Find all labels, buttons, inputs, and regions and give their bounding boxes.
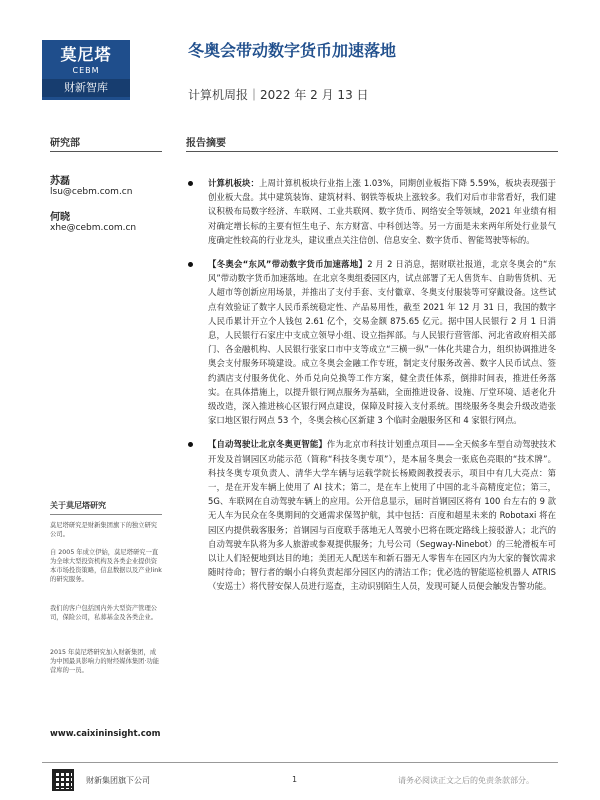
main-divider <box>186 151 558 152</box>
author-card <box>50 208 136 233</box>
logo-cn: 莫尼塔 <box>60 45 112 64</box>
report-summary <box>186 176 556 604</box>
paragraph-text: 上周计算机板块行业指上涨 1.03%，同期创业板指下降 5.59%，板块表现强于创业板大盘。其中建筑装饰、建筑材料、钢铁等板块上涨较多。我们对后市非常看好，我们建议积极布局数字经济、车联网、工业共联网、数字货币、网络安全等领域，2021 年业绩有相对确定增长标的主要有恒生电子、东方财富、中科创达等。另一方面是未来两年所处行业景气度确定性较高的行业龙头，建议重点关注信创、信息安全、数字货币、智能驾驶等标的。 <box>208 178 556 245</box>
page-title: 冬奥会带动数字货币加速落地 <box>188 41 397 60</box>
paragraph-lead: 【冬奥会“东风”带动数字货币加速落地】 <box>208 259 368 270</box>
paragraph-text: 2 月 2 日消息，据财联社报道，北京冬奥会的“东风”带动数字货币加速落地。在北京冬奥组委园区内，试点部署了无人售货车、自助售货机、无人超市等创新应用场景，并推出了支付手套、支付徽章、冬奥支付服装等可穿戴设备。这些试点有效验证了数字人民币系统稳定性、产品易用性，截至 2021 年 12 月 31 日，我国的数字人民币累计开立个人钱包 2.61 亿个，交易金额 875.65 亿元。据中国人民银行 2 月 1 日消息，人民银行石家庄中支成立领导小组、设立指挥部。与人民银行营管部、河北省政府相关部门、各金融机构、人民银行张家口市中支等成立“三横一纵”一体化共建合力，组织协调推进冬奥会支付服务环境建设。成立冬奥会金融工作专班，制定支付服务改善、数字人民币试点、签约酒店支付服务优化、外币兑向兑换等工作方案，健全责任体系，倒排时间表，推进任务落实。在具体措施上，以提升银行网点服务为基础，全面推进设备、设施、厅堂环境、适老化升级改造，深入推进核心区银行网点建设，保障及时接入支付系统。围绕服务冬奥会升级改造张家口地区银行网点 53 个，冬奥会核心区新建 3 个临时金融服务区和 4 家银行网点。 <box>208 259 557 426</box>
sidebar-divider <box>50 151 162 152</box>
logo-en: CEBM <box>72 66 100 75</box>
paragraph-text: 作为北京市科技计划重点项目——全天候多车型自动驾驶技术开发及首钢园区功能示范（简称“科技冬奥专项”），是本届冬奥会一张底色亮眼的“技术牌”。科技冬奥专项负责人、清华大学车辆与运载学院长杨殿阁教授表示，项目中有几大亮点：第一，是在开发车辆上使用了 AI 技术；第二，是在车上使用了中国的北斗高精度定位；第三，5G、车联网在自动驾驶车辆上的应用。公开信息显示，届时首钢园区将有 100 台左右的 9 款无人车为民众在冬奥期间的交通需求保驾护航，其中包括：百度和超星未来的 Robotaxi 将在园区内提供载客服务；首钢园与百度联手落地无人驾驶小巴将在既定路线上接驳游人；北汽的自动驾驶车队将为多人旅游或参观提供服务；九号公司（Segway-Ninebot）的三轮滑板车可以让人们轻便地到达目的地；美团无人配送车和新石器无人零售车在园区内为大家的餐饮需求随时待命；智行者的蜗小白将负责起部分园区内的清洁工作；优必选的智能巡检机器人 ATRIS（安巡士）将代替安保人员进行巡查，主动识别陌生人员，发现可疑人员便会触发告警功能。 <box>208 439 557 592</box>
author-name: 苏磊 <box>50 176 70 187</box>
about-title: 关于莫尼塔研究 <box>50 501 106 510</box>
about-paragraph: 莫尼塔研究是财新集团旗下的独立研究公司。 <box>50 522 158 538</box>
paragraph-lead: 【自动驾驶让北京冬奥更智能】 <box>208 439 327 450</box>
main-section-label: 报告摘要 <box>186 138 226 149</box>
footer-company: 财新集团旗下公司 <box>86 776 150 785</box>
summary-paragraph <box>186 257 556 427</box>
summary-paragraph <box>186 176 556 247</box>
page-number: 1 <box>292 775 298 784</box>
paragraph-lead: 计算机板块： <box>208 178 260 188</box>
footer-divider <box>42 762 558 763</box>
about-paragraph: 自 2005 年成立伊始，莫尼塔研究一直为全球大型投资机构及各类企业提供资本市场投资策略，信息数据以及产业link的研究服务。 <box>50 549 162 583</box>
author-email[interactable]: lsu@cebm.com.cn <box>50 187 133 197</box>
bullet-icon <box>188 181 193 186</box>
bullet-icon <box>188 262 193 267</box>
about-divider <box>50 514 162 515</box>
author-email[interactable]: xhe@cebm.com.cn <box>50 223 137 233</box>
author-name: 何晓 <box>50 212 70 223</box>
logo-sub: 财新智库 <box>42 79 130 97</box>
bullet-icon <box>188 442 193 447</box>
about-paragraph: 2015 年莫尼塔研究加入财新集团，成为中国最具影响力的财经媒体集团·功能营库的一员。 <box>50 649 160 674</box>
summary-paragraph <box>186 437 556 593</box>
page-subtitle: 计算机周报｜2022 年 2 月 13 日 <box>188 88 369 102</box>
about-paragraph: 我们的客户包括国内外大型资产管理公司，保险公司，私募基金及各类企业。 <box>50 605 158 621</box>
website-link[interactable]: www.caixininsight.com <box>50 729 161 739</box>
brand-logo <box>42 40 130 100</box>
qr-code-icon <box>52 769 74 791</box>
author-card <box>50 172 132 197</box>
footer-disclaimer: 请务必阅读正文之后的免责条款部分。 <box>398 776 534 785</box>
sidebar-section-label: 研究部 <box>50 138 80 149</box>
